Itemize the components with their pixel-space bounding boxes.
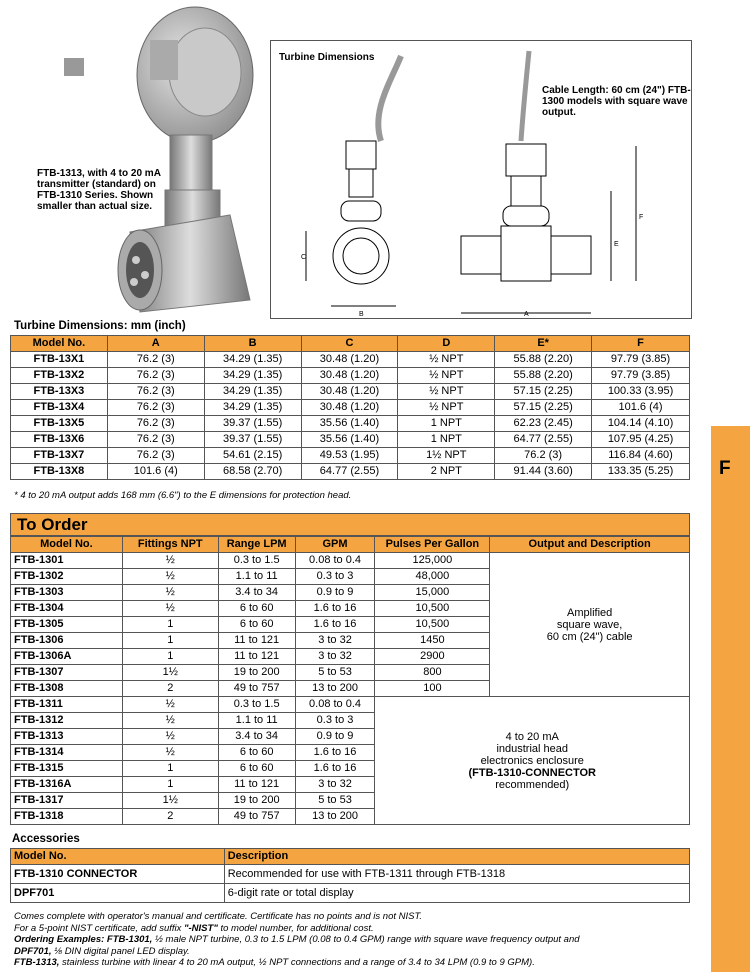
table-cell: 13 to 200: [295, 809, 375, 825]
column-header: Fittings NPT: [122, 537, 218, 553]
table-cell: 1½: [122, 665, 218, 681]
table-cell: 19 to 200: [218, 665, 295, 681]
table-cell: 0.3 to 3: [295, 569, 375, 585]
model-cell: FTB-1303: [11, 585, 123, 601]
column-header: Output and Description: [490, 537, 690, 553]
product-photo: [0, 0, 270, 320]
table-row: [11, 553, 690, 569]
column-header: A: [107, 336, 204, 352]
column-header: GPM: [295, 537, 375, 553]
dimensions-footnote: * 4 to 20 mA output adds 168 mm (6.6") to the E dimensions for protection head.: [14, 490, 352, 501]
dimensions-table: [10, 335, 690, 480]
table-cell: 30.48 (1.20): [301, 368, 398, 384]
diagram-label-c: C: [301, 254, 307, 261]
photo-caption: FTB-1313, with 4 to 20 mA transmitter (standard) on FTB-1310 Series. Shown smaller than actual size.: [37, 168, 161, 212]
table-cell: 1½: [122, 793, 218, 809]
table-cell: 55.88 (2.20): [495, 352, 592, 368]
model-cell: FTB-1306: [11, 633, 123, 649]
turbine-dimensions-diagram: [270, 40, 692, 319]
table-cell: 1 NPT: [398, 432, 495, 448]
table-cell: 1.6 to 16: [295, 601, 375, 617]
diagram-label-a: A: [524, 311, 529, 318]
table-cell: ½: [122, 713, 218, 729]
table-cell: 104.14 (4.10): [592, 416, 690, 432]
table-cell: 3.4 to 34: [218, 729, 295, 745]
table-cell: 49 to 757: [218, 681, 295, 697]
table-cell: ½ NPT: [398, 400, 495, 416]
model-cell: FTB-13X7: [11, 448, 108, 464]
table-cell: 6 to 60: [218, 617, 295, 633]
table-cell: ½ NPT: [398, 384, 495, 400]
table-cell: 97.79 (3.85): [592, 368, 690, 384]
table-cell: 1: [122, 617, 218, 633]
table-cell: 91.44 (3.60): [495, 464, 592, 480]
table-row: [11, 352, 690, 368]
table-cell: ½: [122, 569, 218, 585]
column-header: C: [301, 336, 398, 352]
table-cell: 3 to 32: [295, 777, 375, 793]
table-cell: 5 to 53: [295, 665, 375, 681]
table-cell: 76.2 (3): [107, 368, 204, 384]
table-cell: 6 to 60: [218, 761, 295, 777]
table-cell: 57.15 (2.25): [495, 400, 592, 416]
table-cell: 30.48 (1.20): [301, 384, 398, 400]
column-header: Model No.: [11, 537, 123, 553]
table-cell: 1.6 to 16: [295, 761, 375, 777]
table-cell: 68.58 (2.70): [204, 464, 301, 480]
table-cell: 101.6 (4): [592, 400, 690, 416]
column-header: Model No.: [11, 336, 108, 352]
table-cell: 6 to 60: [218, 601, 295, 617]
diagram-label-b: B: [359, 311, 364, 318]
table-cell: 57.15 (2.25): [495, 384, 592, 400]
table-row: [11, 884, 690, 903]
accessories-header-row: [11, 849, 690, 865]
model-cell: FTB-13X3: [11, 384, 108, 400]
table-cell: 6-digit rate or total display: [224, 884, 689, 903]
table-cell: 0.3 to 1.5: [218, 553, 295, 569]
table-cell: 76.2 (3): [107, 448, 204, 464]
table-row: [11, 448, 690, 464]
table-cell: 2 NPT: [398, 464, 495, 480]
accessories-label: Accessories: [12, 833, 80, 845]
table-cell: 2: [122, 809, 218, 825]
table-cell: 0.9 to 9: [295, 729, 375, 745]
model-cell: FTB-1318: [11, 809, 123, 825]
table-row: [11, 400, 690, 416]
table-cell: 62.23 (2.45): [495, 416, 592, 432]
table-cell: 34.29 (1.35): [204, 384, 301, 400]
model-cell: FTB-1316A: [11, 777, 123, 793]
table-row: [11, 416, 690, 432]
table-cell: ½ NPT: [398, 352, 495, 368]
model-cell: DPF701: [11, 884, 225, 903]
model-cell: FTB-1315: [11, 761, 123, 777]
table-row: [11, 464, 690, 480]
model-cell: FTB-13X1: [11, 352, 108, 368]
table-cell: 15,000: [375, 585, 490, 601]
model-cell: FTB-13X2: [11, 368, 108, 384]
model-cell: FTB-1314: [11, 745, 123, 761]
table-cell: 35.56 (1.40): [301, 416, 398, 432]
table-row: [11, 368, 690, 384]
table-cell: 1: [122, 777, 218, 793]
table-cell: ½: [122, 585, 218, 601]
table-cell: 76.2 (3): [107, 352, 204, 368]
model-cell: FTB-13X6: [11, 432, 108, 448]
table-cell: ½: [122, 553, 218, 569]
note-line-1: Comes complete with operator's manual and certificate. Certificate has no points and is not NIST.: [14, 911, 423, 922]
table-cell: 76.2 (3): [107, 384, 204, 400]
table-cell: ½: [122, 729, 218, 745]
model-cell: FTB-1317: [11, 793, 123, 809]
table-cell: 97.79 (3.85): [592, 352, 690, 368]
table-cell: 100.33 (3.95): [592, 384, 690, 400]
table-cell: 0.3 to 3: [295, 713, 375, 729]
order-header-row: [11, 537, 690, 553]
table-cell: 1.1 to 11: [218, 713, 295, 729]
column-header: Pulses Per Gallon: [375, 537, 490, 553]
table-cell: 11 to 121: [218, 633, 295, 649]
table-cell: 101.6 (4): [107, 464, 204, 480]
table-cell: 30.48 (1.20): [301, 400, 398, 416]
table-cell: 3.4 to 34: [218, 585, 295, 601]
table-cell: 0.9 to 9: [295, 585, 375, 601]
model-cell: FTB-13X8: [11, 464, 108, 480]
table-cell: 0.08 to 0.4: [295, 553, 375, 569]
diagram-title: Turbine Dimensions: [279, 52, 375, 63]
model-cell: FTB-1304: [11, 601, 123, 617]
model-cell: FTB-1311: [11, 697, 123, 713]
model-cell: FTB-1302: [11, 569, 123, 585]
column-header: Description: [224, 849, 689, 865]
table-cell: 125,000: [375, 553, 490, 569]
table-cell: 54.61 (2.15): [204, 448, 301, 464]
accessories-table: [10, 848, 690, 903]
table-cell: ½: [122, 601, 218, 617]
table-cell: 1: [122, 633, 218, 649]
model-cell: FTB-1313: [11, 729, 123, 745]
table-cell: 76.2 (3): [107, 432, 204, 448]
table-cell: Recommended for use with FTB-1311 through FTB-1318: [224, 865, 689, 884]
column-header: B: [204, 336, 301, 352]
diagram-label-f: F: [639, 214, 644, 221]
column-header: Model No.: [11, 849, 225, 865]
column-header: Range LPM: [218, 537, 295, 553]
table-cell: 10,500: [375, 617, 490, 633]
table-cell: 133.35 (5.25): [592, 464, 690, 480]
table-cell: 3 to 32: [295, 649, 375, 665]
model-cell: FTB-13X4: [11, 400, 108, 416]
table-cell: 800: [375, 665, 490, 681]
to-order-banner: [10, 513, 690, 536]
table-cell: 3 to 32: [295, 633, 375, 649]
table-row: [11, 432, 690, 448]
table-cell: 1 NPT: [398, 416, 495, 432]
model-cell: FTB-1307: [11, 665, 123, 681]
table-cell: 100: [375, 681, 490, 697]
ordering-notes: [14, 911, 694, 969]
table-row: [11, 697, 690, 713]
table-cell: 30.48 (1.20): [301, 352, 398, 368]
order-table: [10, 536, 690, 825]
table-cell: 48,000: [375, 569, 490, 585]
column-header: E*: [495, 336, 592, 352]
table-cell: 76.2 (3): [107, 416, 204, 432]
note-line-5: FTB-1313, stainless turbine with linear 4 to 20 mA output, ½ NPT connections and a range of 3.4 to 34 LPM (0.9 to 9 GPM).: [14, 957, 535, 968]
table-cell: 34.29 (1.35): [204, 352, 301, 368]
section-side-tab: [711, 426, 750, 972]
table-cell: 0.08 to 0.4: [295, 697, 375, 713]
table-cell: 76.2 (3): [495, 448, 592, 464]
model-cell: FTB-1310 CONNECTOR: [11, 865, 225, 884]
dimensions-header-row: [11, 336, 690, 352]
table-cell: 49 to 757: [218, 809, 295, 825]
table-cell: 10,500: [375, 601, 490, 617]
output-description: Amplified square wave, 60 cm (24") cable: [490, 553, 690, 697]
table-cell: 64.77 (2.55): [301, 464, 398, 480]
table-cell: 1: [122, 761, 218, 777]
table-cell: 5 to 53: [295, 793, 375, 809]
table-cell: 64.77 (2.55): [495, 432, 592, 448]
table-cell: 55.88 (2.20): [495, 368, 592, 384]
table-cell: 39.37 (1.55): [204, 416, 301, 432]
cable-note: Cable Length: 60 cm (24") FTB-1300 models with square wave output.: [542, 85, 691, 118]
table-cell: ½: [122, 745, 218, 761]
table-cell: 19 to 200: [218, 793, 295, 809]
model-cell: FTB-1306A: [11, 649, 123, 665]
note-line-4: DPF701, ⅛ DIN digital panel LED display.: [14, 945, 190, 957]
model-cell: FTB-1312: [11, 713, 123, 729]
table-cell: 34.29 (1.35): [204, 368, 301, 384]
table-row: [11, 384, 690, 400]
table-cell: 2900: [375, 649, 490, 665]
table-cell: ½: [122, 697, 218, 713]
table-cell: 1.6 to 16: [295, 745, 375, 761]
column-header: D: [398, 336, 495, 352]
note-line-2: For a 5-point NIST certificate, add suffix "-NIST" to model number, for additional cost.: [14, 922, 374, 934]
note-line-3: Ordering Examples: FTB-1301, ½ male NPT turbine, 0.3 to 1.5 LPM (0.08 to 0.4 GPM) range with square wave frequency output and: [14, 934, 580, 945]
table-cell: 39.37 (1.55): [204, 432, 301, 448]
column-header: F: [592, 336, 690, 352]
diagram-label-e: E: [614, 241, 619, 248]
table-cell: 76.2 (3): [107, 400, 204, 416]
table-cell: 107.95 (4.25): [592, 432, 690, 448]
table-cell: 1: [122, 649, 218, 665]
dimensions-label: Turbine Dimensions: mm (inch): [14, 320, 186, 332]
table-cell: 35.56 (1.40): [301, 432, 398, 448]
table-cell: 1.1 to 11: [218, 569, 295, 585]
table-cell: 49.53 (1.95): [301, 448, 398, 464]
table-cell: 2: [122, 681, 218, 697]
table-cell: 11 to 121: [218, 649, 295, 665]
table-cell: 13 to 200: [295, 681, 375, 697]
model-cell: FTB-1305: [11, 617, 123, 633]
table-cell: 6 to 60: [218, 745, 295, 761]
model-cell: FTB-13X5: [11, 416, 108, 432]
table-cell: 1450: [375, 633, 490, 649]
table-cell: 0.3 to 1.5: [218, 697, 295, 713]
table-cell: 116.84 (4.60): [592, 448, 690, 464]
table-cell: 1.6 to 16: [295, 617, 375, 633]
table-cell: 11 to 121: [218, 777, 295, 793]
model-cell: FTB-1308: [11, 681, 123, 697]
output-description: 4 to 20 mA industrial head electronics enclosure (FTB-1310-CONNECTOR recommended): [375, 697, 690, 825]
table-row: [11, 865, 690, 884]
to-order-title: To Order: [17, 515, 88, 534]
section-letter: F: [719, 458, 731, 479]
table-cell: 34.29 (1.35): [204, 400, 301, 416]
table-cell: ½ NPT: [398, 368, 495, 384]
table-cell: 1½ NPT: [398, 448, 495, 464]
model-cell: FTB-1301: [11, 553, 123, 569]
